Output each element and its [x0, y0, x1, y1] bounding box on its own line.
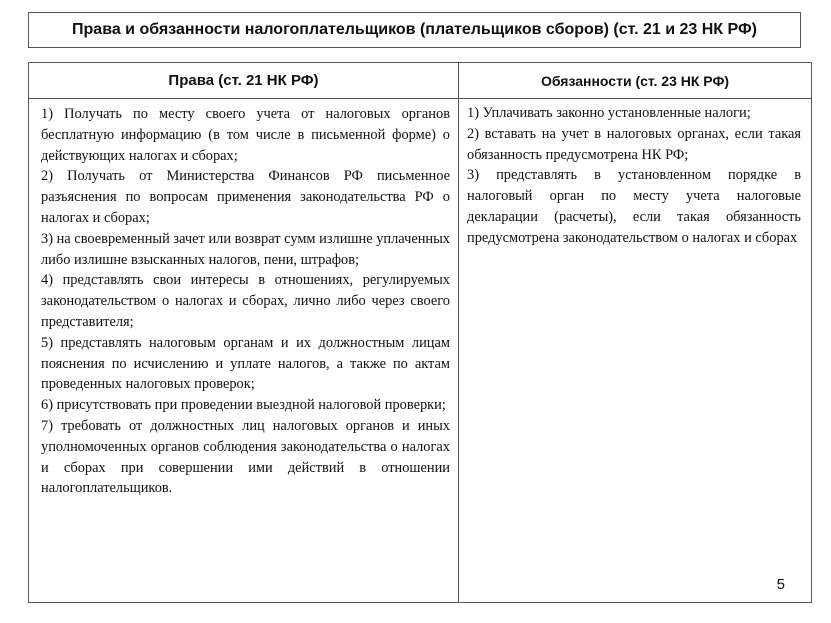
- rights-item-6: 6) присутствовать при проведении выездной налоговой проверки;: [41, 397, 446, 414]
- rights-item-7: 7) требовать от должностных лиц налоговых органов и иных уполномоченных органов соблюдения законодательства о налогах и сборах при совершении ими действий в отношении налогоплательщиков.: [41, 417, 450, 497]
- rights-duties-table: [28, 62, 812, 603]
- duties-header: Обязанности (ст. 23 НК РФ): [459, 63, 811, 99]
- duties-column: [459, 63, 811, 602]
- rights-item-3: 3) на своевременный зачет или возврат сумм излишне уплаченных либо излишне взысканных налогов, пени, штрафов;: [41, 230, 450, 268]
- page-title: Права и обязанности налогоплательщиков (плательщиков сборов) (ст. 21 и 23 НК РФ): [72, 21, 757, 38]
- duties-item-3: 3) представлять в установленном порядке в налоговый орган по месту учета налоговые декларации (расчеты), если такая обязанность предусмотрена законодательством о налогах и сборах: [467, 167, 801, 246]
- title-box: [28, 12, 801, 48]
- duties-item-2: 2) вставать на учет в налоговых органах, если такая обязанность предусмотрена НК РФ;: [467, 125, 801, 163]
- rights-item-5: 5) представлять налоговым органам и их должностным лицам пояснения по исчислению и уплате налогов, а также по актам проведенных налоговых проверок;: [41, 334, 450, 393]
- rights-item-2: 2) Получать от Министерства Финансов РФ письменное разъяснения по вопросам применения законодательства РФ о налогах и сборах;: [41, 168, 450, 226]
- rights-header: Права (ст. 21 НК РФ): [29, 63, 458, 99]
- duties-list: [459, 99, 811, 249]
- rights-column: [29, 63, 459, 602]
- duties-item-1: 1) Уплачивать законно установленные налоги;: [467, 105, 751, 121]
- rights-item-1: 1) Получать по месту своего учета от налоговых органов бесплатную информацию (в том числе в письменной форме) о действующих налогах и сборах;: [41, 106, 450, 164]
- rights-list: [29, 99, 458, 499]
- rights-item-4: 4) представлять свои интересы в отношениях, регулируемых законодательством о налогах и сборах, лично либо через своего представителя;: [41, 272, 450, 330]
- page-number: 5: [776, 576, 785, 593]
